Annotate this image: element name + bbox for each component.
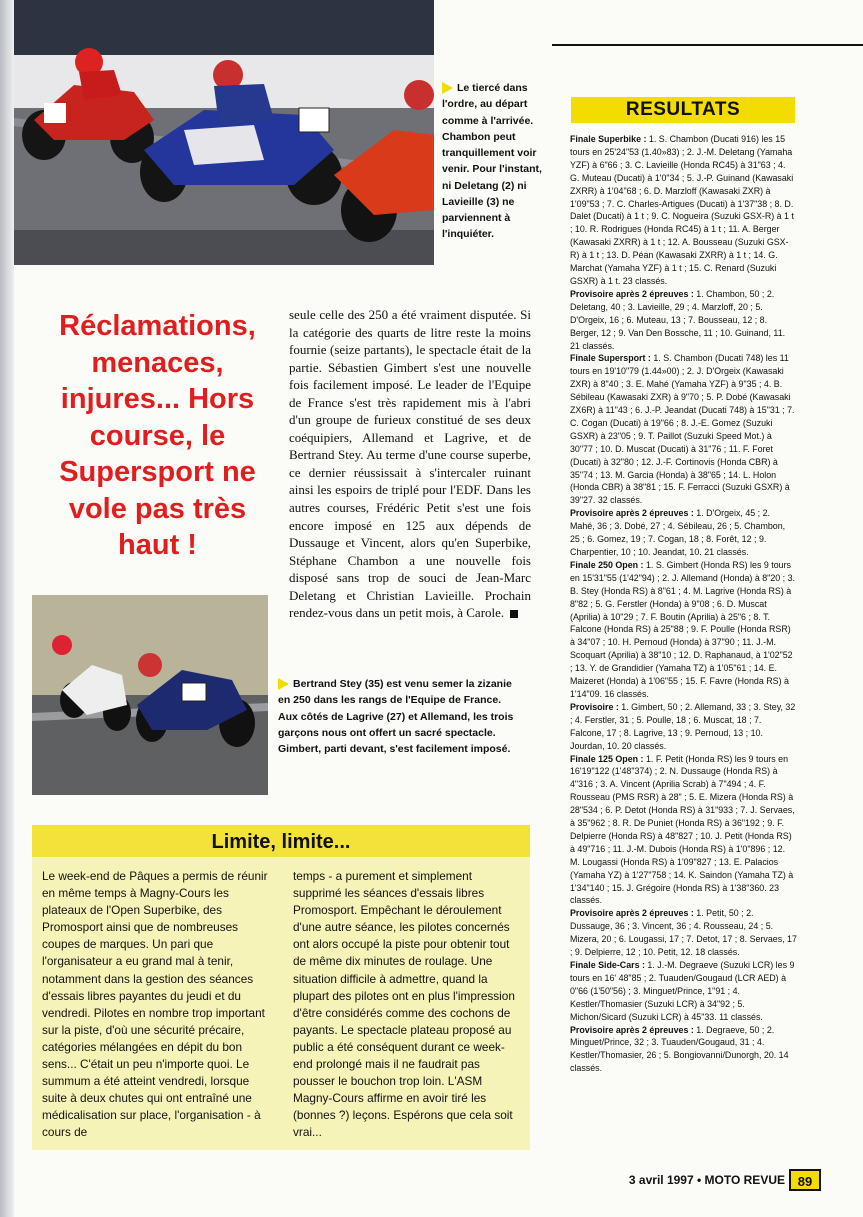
superbike-start-illustration [14, 0, 434, 265]
250-race-illustration [32, 595, 268, 795]
result-block-label: Finale 250 Open : [570, 559, 644, 570]
result-block-text: 1. S. Chambon (Ducati 748) les 11 tours en 19'10"79 (1.44»00) ; 2. J. D'Orgeix (Kawasaki ZXR) à 8"40 ; 3. E. Mahé (Yamaha YZF) à 9"35 ; 4. B. Sébileau (Kawasaki ZXR) à 9"70 ; 5. P. Dobé (Kawasaki ZX6R) à 11"43 ; 6. J.-P. Jeandat (Ducati 748) à 15"31 ; 7. C. Cogan (Ducati) à 19"66 ; 8. J.-E. Gomez (Suzuki GSXR) à 23"05 ; 9. T. Paillot (Suzuki Speed Mot.) à 30"77 ; 10. D. Muscat (Ducati) à 31"76 ; 11. F. Foret (Ducati) à 32"80 ; 12. J.-F. Cortinovis (Honda CBR) à 35"74 ; 13. M. Garcia (Honda) à 38"65 ; 14. L. Holon (Honda CBR) à 38"81 ; 15. F. Ferracci (Suzuki GSXR) à 39"27. 32 classés. [570, 353, 795, 506]
result-block-label: Finale Superbike : [570, 134, 647, 144]
results-title: RESULTATS [571, 97, 795, 123]
result-block-label: Finale Side-Cars : [570, 960, 645, 970]
race-photo-250 [32, 595, 268, 795]
end-mark-icon [510, 610, 518, 618]
result-block-label: Provisoire : [570, 701, 619, 712]
result-block [570, 288, 797, 353]
footer-date: 3 avril 1997 [628, 1173, 694, 1187]
article-column [289, 306, 531, 622]
photo2-caption-text: Bertrand Stey (35) est venu semer la zizanie en 250 dans les rangs de l'Equipe de France. Aux côtés de Lagrive (27) et Allemand, les trois garçons nous ont offert un sacré spectacle. Gimbert, parti devant, s'est facilement imposé. [278, 678, 514, 756]
caption-triangle-icon [442, 82, 453, 94]
result-block-label: Provisoire après 2 épreuves : [570, 288, 694, 299]
page-spine [0, 0, 14, 1217]
result-block [570, 959, 797, 1024]
result-block-text: 1. Petit, 50 ; 2. Dussauge, 36 ; 3. Vincent, 36 ; 4. Rousseau, 24 ; 5. Mizera, 20 ; 6. Lougassi, 17 ; 7. Detot, 17 ; 8. Servaes, 17 ; 9. Delpierre, 12 ; 10. Petit, 12. 18 classés. [570, 908, 797, 958]
result-block-text: 1. S. Gimbert (Honda RS) les 9 tours en 15'31"55 (1'42"94) ; 2. J. Allemand (Honda) à 8"20 ; 3. B. Stey (Honda RS) à 8"61 ; 4. M. Lagrive (Honda RS) à 8"82 ; 5. G. Ferstler (Honda) à 9"08 ; 6. D. Muscat (Aprilia) à 10"29 ; 7. F. Boutin (Aprilia) à 25"6 ; 8. T. Falcone (Honda RS) à 25"88 ; 9. F. Poulle (Honda RSR) à 34"07 ; 10. H. Pernoud (Honda) à 37"90 ; 11. J.-M. Scoquart (Aprilia) à 38"10 ; 12. D. Raphanaud, à 1'02"52 ; 13. Y. de Grandidier (Yamaha TZ) à 1'05"61 ; 14. E. Maizeret (Honda) à 1'06"55 ; 15. F. Favre (Honda RS) à 1'14"09. 16 classés. [570, 559, 795, 699]
result-block [570, 507, 797, 559]
sidebar-column-1: Le week-end de Pâques a permis de réunir en même temps à Magny-Cours les plateaux de l'Open Superbike, des Promosport ainsi que de nombreuses coupes de marques. Un pari que l'organisateur a eu grand mal à tenir, notamment dans la gestion des séances d'essais libres payantes du jeudi et du vendredi. Pilotes en nombre trop important sur la piste, d'où une sécurité précaire, catégories mélangées en dépit du bon sens... C'était un peu n'importe quoi. Le summum a été atteint vendredi, lorsque suite à deux chutes qui ont entraîné une médicalisation sur place, l'organisation - à cours de [42, 869, 268, 1140]
result-block-label: Provisoire après 2 épreuves : [570, 508, 694, 519]
photo1-caption-text: Le tiercé dans l'ordre, au départ comme à l'arrivée. Chambon peut tranquillement voir venir. Pour l'instant, ni Deletang (2) ni Lavieille (3) ne parviennent à l'inquiéter. [442, 82, 542, 241]
sidebar-title: Limite, limite... [211, 831, 351, 853]
result-block-text: 1. D'Orgeix, 45 ; 2. Mahé, 36 ; 3. Dobé, 27 ; 4. Sébileau, 26 ; 5. Chambon, 25 ; 6. Gomez, 19 ; 7. Cogan, 18 ; 8. Forêt, 12 ; 9. Charpentier, 10 ; 10. Jeandat, 10. 21 classés. [570, 508, 786, 557]
photo1-caption [442, 80, 542, 243]
result-block-label: Provisoire après 2 épreuves : [570, 1024, 694, 1035]
result-block-text: 1. Degraeve, 50 ; 2. Minguet/Prince, 32 ; 3. Tuauden/Gougaud, 31 ; 4. Kestler/Thomasier, 26 ; 5. Bongiovanni/Dunorgh, 20. 14 classés. [570, 1024, 789, 1074]
result-block [570, 133, 797, 288]
top-rule [552, 44, 863, 46]
result-block [570, 701, 797, 753]
footer-separator: • [693, 1173, 705, 1187]
result-block [570, 352, 797, 507]
headline: Réclamations, menaces, injures... Hors course, le Supersport ne vole pas très haut ! [59, 310, 256, 562]
result-block-label: Provisoire après 2 épreuves : [570, 908, 694, 919]
result-block-text: 1. Gimbert, 50 ; 2. Allemand, 33 ; 3. Stey, 32 ; 4. Ferstler, 31 ; 5. Poulle, 18 ; 6. Muscat, 18 ; 7. Falcone, 17 ; 8. Lagrive, 13 ; 9. Pernoud, 13 ; 10. Jourdan, 10. 20 classés. [570, 701, 796, 751]
result-block-text: 1. Chambon, 50 ; 2. Deletang, 40 ; 3. Lavieille, 29 ; 4. Marzloff, 20 ; 5. D'Orgeix, 16 ; 6. Muteau, 13 ; 7. Bousseau, 12 ; 8. Berger, 12 ; 9. Van Den Bossche, 11 ; 10. Guinand, 11. 21 classés. [570, 288, 786, 351]
result-block [570, 753, 797, 908]
result-block [570, 1024, 797, 1076]
caption-triangle-icon [278, 678, 289, 690]
result-block [570, 907, 797, 959]
page-number: 89 [789, 1169, 821, 1191]
result-block [570, 559, 797, 701]
result-block-label: Finale Supersport : [570, 353, 651, 364]
article-text: seule celle des 250 a été vraiment disputée. Si la catégorie des quarts de litre reste la moins fournie (seize partants), le spectacle était de la partie. Sébastien Gimbert s'est une nouvelle fois facilement imposé. Le leader de l'Equipe de France s'est très rapidement mis à l'abri d'un groupe de furieux constitué de ses deux coéquipiers, Allemand et Lagrive, et de Bertrand Stey. Au terme d'une course superbe, ce dernier réussissait à s'intercaler ruinant ainsi les espoirs de triplé pour l'EDF. Dans les autres courses, Frédéric Petit s'est une fois encore imposé en 125 aux dépends de Dussauge et Vincent, alors qu'en Superbike, Stéphane Chambon a une nouvelle fois disposé sans trop de souci de Jean-Marc Deletang et Christian Lavieille. Prochain rendez-vous dans un petit mois, à Carole. [289, 307, 531, 621]
footer-magazine: MOTO REVUE [704, 1173, 785, 1187]
sidebar-column-2: temps - a purement et simplement supprimé les séances d'essais libres Promosport. Empêchant le déroulement d'une autre séance, les pilotes concernés ont alors occupé la piste pour obtenir tout de même dix minutes de roulage. Une situation difficile à admettre, quand la plupart des pilotes ont en plus l'impression d'être considérés comme des cochons de payants. Le spectacle plateau proposé au public a été conséquent durant ce week-end prolongé mais il ne faudrait pas pousser le bouchon trop loin. L'ASM Magny-Cours affirme en avoir tiré les (bonnes ?) leçons. Espérons que cela soit vrai... [293, 869, 515, 1140]
results-list [570, 133, 797, 1075]
footer-issue [595, 1173, 785, 1187]
result-block-text: 1. J.-M. Degraeve (Suzuki LCR) les 9 tours en 16' 48"85 ; 2. Tuauden/Gougaud (LCR AED) à 0"66 (1'50"56) ; 3. Minguet/Prince, 1"91 ; 4. Kestler/Thomasier (Suzuki LCR) à 34"92 ; 5. Michon/Sicard (Suzuki LCR) à 45"33. 11 classés. [570, 960, 795, 1022]
result-block-label: Finale 125 Open : [570, 753, 644, 764]
result-block-text: 1. S. Chambon (Ducati 916) les 15 tours en 25'24"53 (1.40»83) ; 2. J.-M. Deletang (Yamaha YZF) à 6"66 ; 3. C. Lavieille (Honda RC45) à 31"63 ; 4. G. Muteau (Ducati) à 1'0"34 ; 5. J.-P. Guinand (Kawasaki ZXRR) à 1'04"68 ; 6. D. Marzloff (Kawasaki ZXR) à 1'09"53 ; 7. C. Charles-Artigues (Ducati) à 1'37"38 ; 8. D. Dalet (Ducati) à 1 t ; 9. C. Nogueira (Suzuki GSX-R) à 1 t ; 10. R. Rodrigues (Honda RC45) à 1 t ; 11. A. Berger (Kawasaki ZXRR) à 1 t ; 12. A. Bousseau (Suzuki GSX-R) à 1 t ; 13. D. Péan (Kawasaki ZXRR) à 1 t ; 14. G. Marchat (Yamaha YZF) à 1 t ; 15. C. Renard (Suzuki GSXR) à 1 t. 23 classés. [570, 134, 794, 286]
race-photo-superbike [14, 0, 434, 265]
photo2-caption [278, 676, 523, 757]
result-block-text: 1. F. Petit (Honda RS) les 9 tours en 16'19"122 (1'48"374) ; 2. N. Dussauge (Honda RS) à 4"316 ; 3. A. Vincent (Aprilia Scrab) à 7"494 ; 4. F. Rousseau (PMS RSR) à 28" ; 5. E. Mizera (Honda RS) à 28"534 ; 6. P. Detot (Honda RS) à 31"933 ; 7. J. Servaes, à 35"962 ; 8. R. De Puniet (Honda RS) à 36"192 ; 9. F. Delpierre (Honda RS) à 48"827 ; 10. J. Petit (Honda RS) à 49"716 ; 11. J.-M. Dubois (Honda RS) à 1'0"896 ; 12. M. Lougassi (Honda RS) à 1'09"827 ; 13. E. Palacios (Yamaha YZ) à 1'27"758 ; 14. K. Saindon (Yamaha TZ) à 1'34"140 ; 15. J. Grégoire (Honda RS) à 1'38"360. 23 classés. [570, 753, 795, 906]
